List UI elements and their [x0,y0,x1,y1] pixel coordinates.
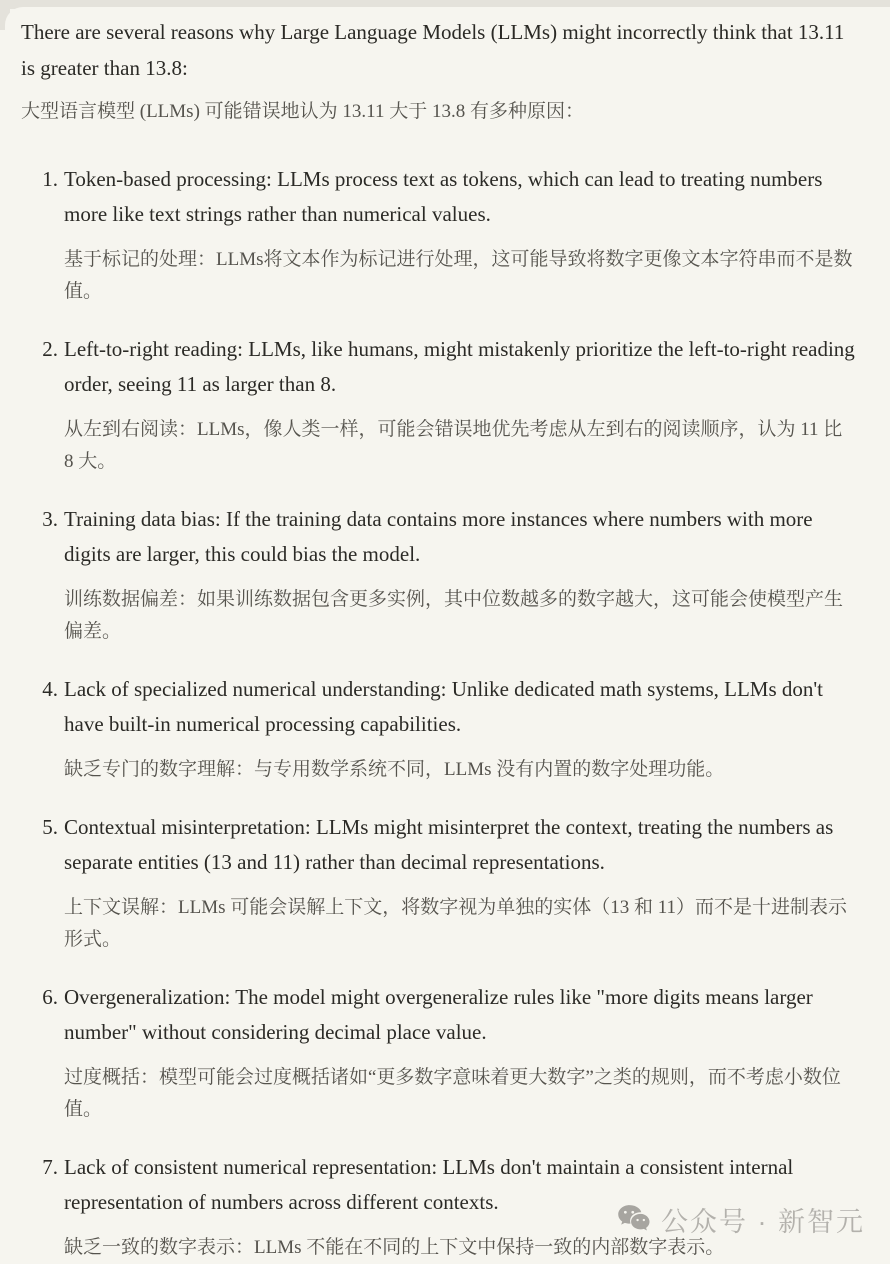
list-item [21,162,864,308]
list-item-text-zh: 过度概括：模型可能会过度概括诸如“更多数字意味着更大数字”之类的规则，而不考虑小数位值。 [64,1067,841,1120]
list-item-text-zh: 基于标记的处理：LLMs将文本作为标记进行处理，这可能导致将数字更像文本字符串而不是数值。 [64,249,853,302]
list-item [21,1150,864,1264]
list-item-text-en: Contextual misinterpretation: LLMs might misinterpret the context, treating the numbers as separate entities (13 and 11) rather than decimal representations. [64,815,834,874]
list-item [21,672,864,786]
list-item-text-en: Lack of specialized numerical understanding: Unlike dedicated math systems, LLMs don't have built-in numerical processing capabilities. [64,677,823,736]
list-item-number: 5. [42,815,58,839]
list-item-text-en: Overgeneralization: The model might overgeneralize rules like "more digits means larger number" without considering decimal place value. [64,985,813,1044]
intro-paragraph-zh: 大型语言模型 (LLMs) 可能错误地认为 13.11 大于 13.8 有多种原因： [21,101,584,122]
list-item [21,332,864,478]
list-item-text-en: Lack of consistent numerical representation: LLMs don't maintain a consistent internal representation of numbers across different contexts. [64,1155,794,1214]
list-item-text-en: Left-to-right reading: LLMs, like humans, might mistakenly prioritize the left-to-right reading order, seeing 11 as larger than 8. [64,337,855,396]
list-item-number: 7. [42,1155,58,1179]
message-content [5,7,890,1264]
list-item-text-zh: 训练数据偏差：如果训练数据包含更多实例，其中位数越多的数字越大，这可能会使模型产生偏差。 [64,589,844,642]
list-item-number: 2. [42,337,58,361]
list-item-text-zh: 缺乏一致的数字表示：LLMs 不能在不同的上下文中保持一致的内部数字表示。 [64,1237,725,1258]
watermark-text: 公众号 · 新智元 [661,1207,865,1237]
list-item-text-zh: 上下文误解：LLMs 可能会误解上下文，将数字视为单独的实体（13 和 11）而不是十进制表示形式。 [64,897,848,950]
list-item-text-zh: 从左到右阅读：LLMs，像人类一样，可能会错误地优先考虑从左到右的阅读顺序，认为 11 比 8 大。 [64,419,843,472]
list-item-text-en: Token-based processing: LLMs process text as tokens, which can lead to treating numbers more like text strings rather than numerical values. [64,167,823,226]
intro-paragraph-en: There are several reasons why Large Language Models (LLMs) might incorrectly think that 13.11 is greater than 13.8: [21,20,845,80]
list-item [21,980,864,1126]
message-card [5,7,890,1256]
list-item-number: 3. [42,507,58,531]
list-item-number: 6. [42,985,58,1009]
list-item-number: 1. [42,167,58,191]
list-item [21,502,864,648]
list-item [21,810,864,956]
list-item-number: 4. [42,677,58,701]
list-item-text-zh: 缺乏专门的数字理解：与专用数学系统不同，LLMs 没有内置的数字处理功能。 [64,759,725,780]
list-item-text-en: Training data bias: If the training data contains more instances where numbers with more digits are larger, this could bias the model. [64,507,813,566]
numbered-list [21,162,864,1264]
